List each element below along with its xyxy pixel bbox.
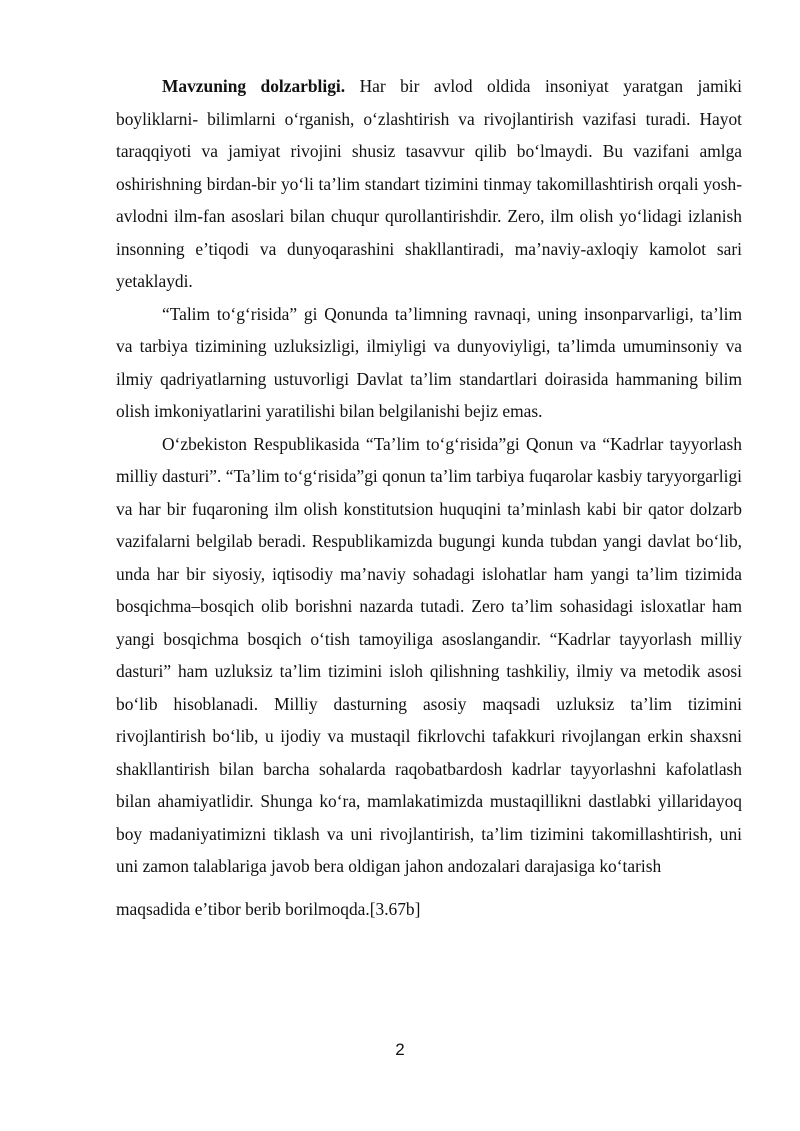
- page-number: 2: [395, 1040, 405, 1059]
- paragraph-relevance: [116, 70, 742, 298]
- paragraph-text: maqsadida e’tibor berib borilmoqda.[3.67b]: [116, 898, 421, 919]
- paragraph-closing-line: [116, 893, 742, 926]
- paragraph-education-law: [116, 298, 742, 428]
- paragraph-republic-programs: [116, 428, 742, 883]
- paragraph-text: O‘zbekiston Respublikasida “Ta’lim to‘g‘risida”gi Qonun va “Kadrlar tayyorlash milliy dasturi”. “Ta’lim to‘g‘risida”gi qonun ta’lim tarbiya fuqarolar kasbiy taryyorgarligi va har bir fuqaroning ilm olish konstitutsion huquqini ta’minlash kabi bir qator dolzarb vazifalarni belgilab beradi. Respublikamizda bugungi kunda tubdan yangi davlat bo‘lib, unda har bir siyosiy, iqtisodiy ma’naviy sohadagi islohatlar ham yangi ta’lim tizimida bosqichma–bosqich olib borishni nazarda tutadi. Zero ta’lim sohasidagi isloxatlar ham yangi bosqichma bosqich o‘tish tamoyiliga asoslangandir. “Kadrlar tayyorlash milliy dasturi” ham uzluksiz ta’lim tizimini isloh qilishning tashkiliy, ilmiy va metodik asosi bo‘lib hisoblanadi. Milliy dasturning asosiy maqsadi uzluksiz ta’lim tizimini rivojlantirish bo‘lib, u ijodiy va mustaqil fikrlovchi tafakkuri rivojlangan erkin shaxsni shakllantirish bilan barcha sohalarda raqobatbardosh kadrlar tayyorlashni kafolatlash bilan ahamiyatlidir. Shunga ko‘ra, mamlakatimizda mustaqillikni dastlabki yillaridayoq boy madaniyatimizni tiklash va uni rivojlantirish, ta’lim tizimini takomillashtirish, uni uni zamon talablariga javob bera oldigan jahon andozalari darajasiga ko‘tarish: [116, 433, 742, 876]
- paragraph-text: Har bir avlod oldida insoniyat yaratgan jamiki boyliklarni- bilimlarni o‘rganish, o‘zlashtirish va rivojlantirish vazifasi turadi. Hayot taraqqiyoti va jamiyat rivojini shusiz tasavvur qilib bo‘lmaydi. Bu vazifani amlga oshirishning birdan-bir yo‘li ta’lim standart tizimini tinmay takomillashtirish orqali yosh-avlodni ilm-fan asoslari bilan chuqur qurollantirishdir. Zero, ilm olish yo‘lidagi izlanish insonning e’tiqodi va dunyoqarashini shakllantiradi, ma’naviy-axloqiy kamolot sari yetaklaydi.: [116, 76, 742, 291]
- body-text: [116, 70, 742, 925]
- paragraph-text: “Talim to‘g‘risida” gi Qonunda ta’limning ravnaqi, uning insonparvarligi, ta’lim va tarbiya tizimining uzluksizligi, ilmiyligi va dunyoviyligi, ta’limda umuminsoniy va ilmiy qadriyatlarning ustuvorligi Davlat ta’lim standartlari doirasida hammaning bilim olish imkoniyatlarini yaratilishi bilan belgilanishi bejiz emas.: [116, 303, 742, 421]
- section-heading: Mavzuning dolzarbligi.: [162, 76, 346, 96]
